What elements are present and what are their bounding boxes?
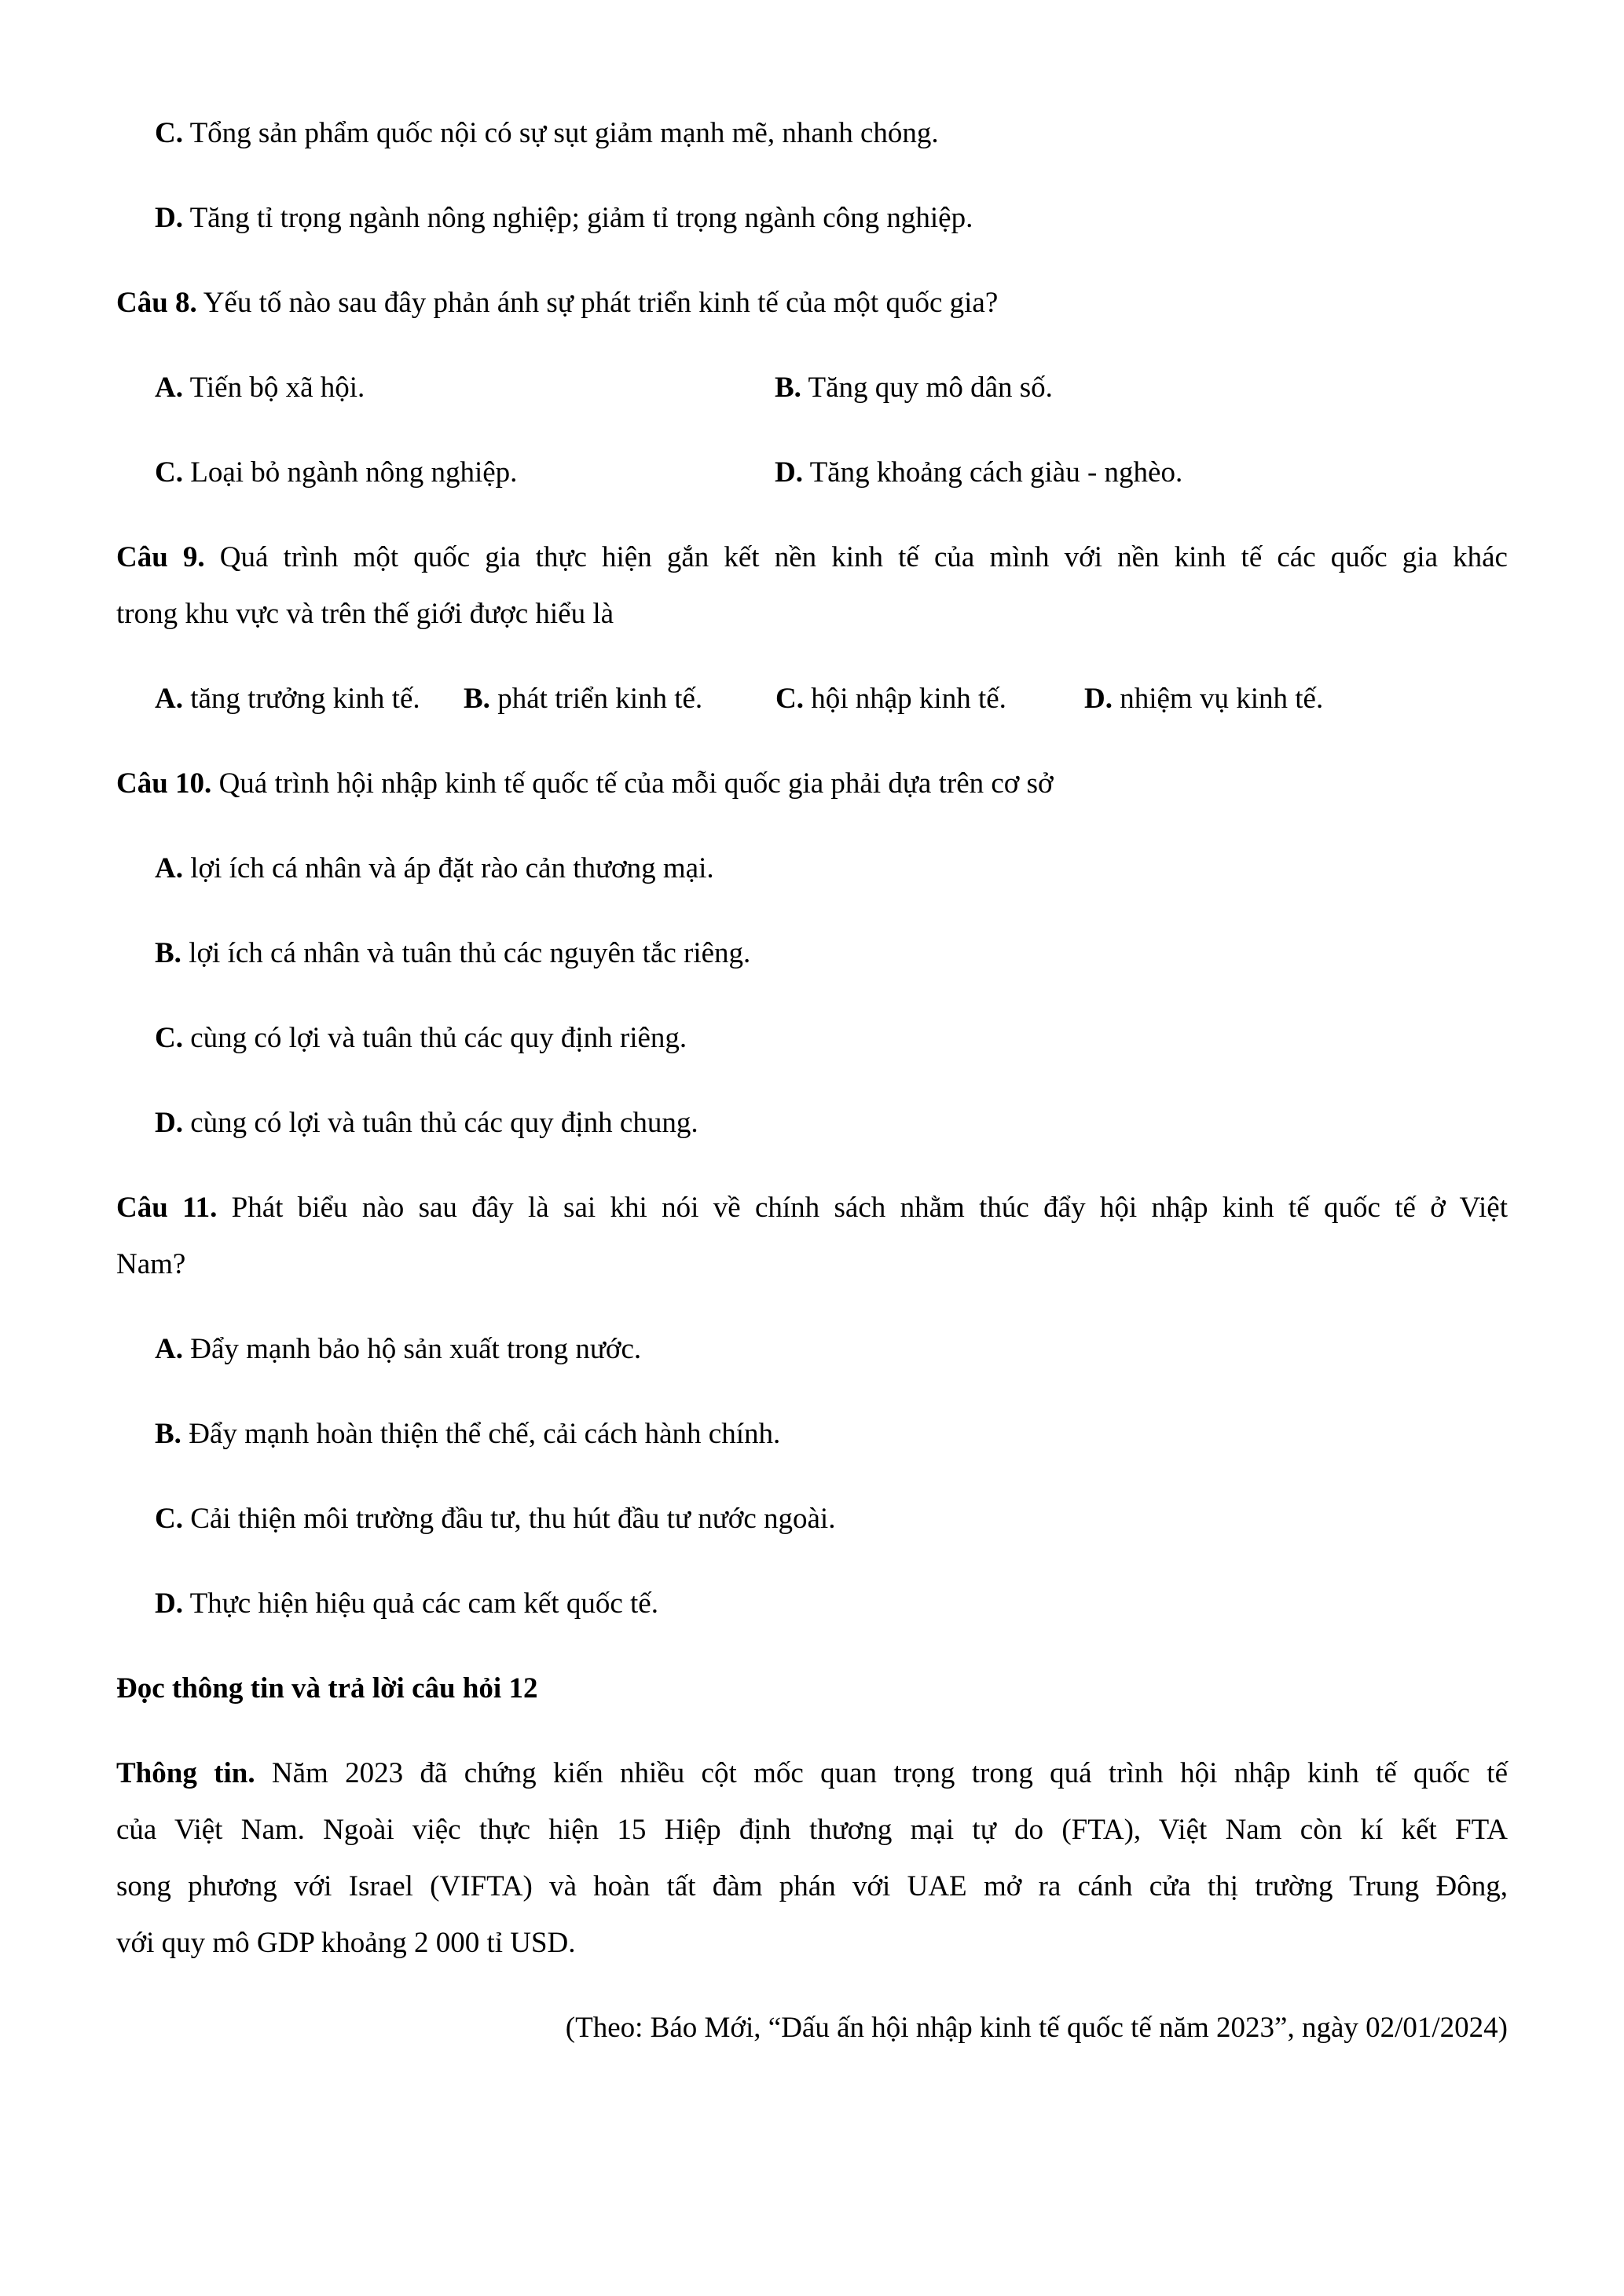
info-label: Thông tin.	[116, 1757, 255, 1789]
info-text: song phương với Israel (VIFTA) và hoàn tất đàm phán với UAE mở ra cánh cửa thị trường Trung Đông,	[116, 1870, 1508, 1902]
question-number: Câu 10.	[116, 767, 212, 800]
q10-option-c	[155, 1021, 1508, 1056]
section-heading-text: Đọc thông tin và trả lời câu hỏi 12	[116, 1672, 538, 1705]
option-text: Cải thiện môi trường đầu tư, thu hút đầu tư nước ngoài.	[182, 1503, 836, 1535]
info-line2	[116, 1813, 1508, 1847]
option-text: tăng trưởng kinh tế.	[182, 683, 420, 715]
option-text: cùng có lợi và tuân thủ các quy định chung.	[182, 1107, 698, 1139]
option-letter: B.	[155, 1418, 181, 1450]
q7-option-d	[155, 201, 1508, 236]
q11-stem-line1	[116, 1191, 1508, 1225]
option-text: Tiến bộ xã hội.	[182, 372, 365, 404]
q11-option-d	[155, 1587, 1508, 1621]
info-text: Năm 2023 đã chứng kiến nhiều cột mốc quan trọng trong quá trình hội nhập kinh tế quốc tế	[255, 1757, 1509, 1789]
question-number: Câu 11.	[116, 1192, 218, 1224]
option-letter: B.	[155, 937, 181, 969]
q10-option-b	[155, 936, 1508, 971]
source-citation	[116, 2011, 1508, 2045]
option-letter: D.	[155, 1587, 183, 1620]
question-text: Quá trình hội nhập kinh tế quốc tế của mỗi quốc gia phải dựa trên cơ sở	[211, 767, 1054, 800]
option-text: Tăng quy mô dân số.	[801, 372, 1053, 404]
option-letter: D.	[775, 456, 803, 489]
q10-stem	[116, 767, 1508, 801]
q10-option-d	[155, 1106, 1508, 1141]
q11-stem-line2	[116, 1247, 1508, 1282]
option-letter: A.	[155, 1333, 183, 1365]
q11-option-b	[155, 1417, 1508, 1452]
q8-option-d	[775, 456, 1508, 490]
option-letter: C.	[155, 117, 183, 149]
option-letter: C.	[155, 1022, 183, 1054]
option-letter: D.	[155, 202, 183, 234]
question-number: Câu 9.	[116, 541, 205, 573]
q9-option-c	[775, 682, 1006, 716]
option-text: hội nhập kinh tế.	[803, 683, 1006, 715]
q8-option-b	[775, 371, 1508, 405]
option-letter: D.	[155, 1107, 183, 1139]
question-text: Yếu tố nào sau đây phản ánh sự phát triển kinh tế của một quốc gia?	[196, 287, 999, 319]
info-text: của Việt Nam. Ngoài việc thực hiện 15 Hiệp định thương mại tự do (FTA), Việt Nam còn kí kết FTA	[116, 1814, 1508, 1846]
q9-option-d	[1084, 682, 1323, 716]
option-letter: A.	[155, 683, 183, 715]
question-text: Nam?	[116, 1248, 186, 1280]
q10-option-a	[155, 851, 1508, 886]
option-text: lợi ích cá nhân và áp đặt rào cản thương mại.	[182, 852, 714, 884]
option-text: Tăng tỉ trọng ngành nông nghiệp; giảm tỉ trọng ngành công nghiệp.	[182, 202, 973, 234]
option-text: Tổng sản phẩm quốc nội có sự sụt giảm mạnh mẽ, nhanh chóng.	[182, 117, 939, 149]
option-text: Đẩy mạnh hoàn thiện thể chế, cải cách hành chính.	[181, 1418, 781, 1450]
option-text: Tăng khoảng cách giàu - nghèo.	[802, 456, 1183, 489]
option-text: Loại bỏ ngành nông nghiệp.	[182, 456, 518, 489]
question-text: Quá trình một quốc gia thực hiện gắn kết nền kinh tế của mình với nền kinh tế các quốc gia khác	[204, 541, 1508, 573]
q9-option-a	[155, 682, 420, 716]
option-letter: C.	[775, 683, 804, 715]
q7-option-c	[155, 116, 1508, 151]
option-letter: A.	[155, 852, 183, 884]
option-text: cùng có lợi và tuân thủ các quy định riêng.	[182, 1022, 687, 1054]
option-letter: C.	[155, 1503, 183, 1535]
option-letter: D.	[1084, 683, 1113, 715]
question-text: Phát biểu nào sau đây là sai khi nói về chính sách nhằm thúc đẩy hội nhập kinh tế quốc tế ở Việt	[217, 1192, 1508, 1224]
option-text: nhiệm vụ kinh tế.	[1112, 683, 1324, 715]
option-letter: A.	[155, 372, 183, 404]
q11-option-a	[155, 1332, 1508, 1367]
q11-option-c	[155, 1502, 1508, 1536]
info-line3	[116, 1869, 1508, 1904]
section-heading	[116, 1672, 1508, 1706]
question-number: Câu 8.	[116, 287, 197, 319]
q8-stem	[116, 286, 1508, 320]
q9-option-b	[464, 682, 702, 716]
option-letter: C.	[155, 456, 183, 489]
question-text: trong khu vực và trên thế giới được hiểu là	[116, 598, 614, 630]
option-text: Đẩy mạnh bảo hộ sản xuất trong nước.	[182, 1333, 642, 1365]
info-line4	[116, 1926, 1508, 1961]
q9-stem-line2	[116, 597, 1508, 632]
option-text: lợi ích cá nhân và tuân thủ các nguyên tắc riêng.	[181, 937, 751, 969]
q9-stem-line1	[116, 540, 1508, 575]
source-text: (Theo: Báo Mới, “Dấu ấn hội nhập kinh tế quốc tế năm 2023”, ngày 02/01/2024)	[565, 2012, 1508, 2044]
option-letter: B.	[775, 372, 801, 404]
option-text: phát triển kinh tế.	[489, 683, 703, 715]
info-text: với quy mô GDP khoảng 2 000 tỉ USD.	[116, 1927, 576, 1959]
info-line1	[116, 1756, 1508, 1791]
option-letter: B.	[464, 683, 490, 715]
option-text: Thực hiện hiệu quả các cam kết quốc tế.	[182, 1587, 658, 1620]
